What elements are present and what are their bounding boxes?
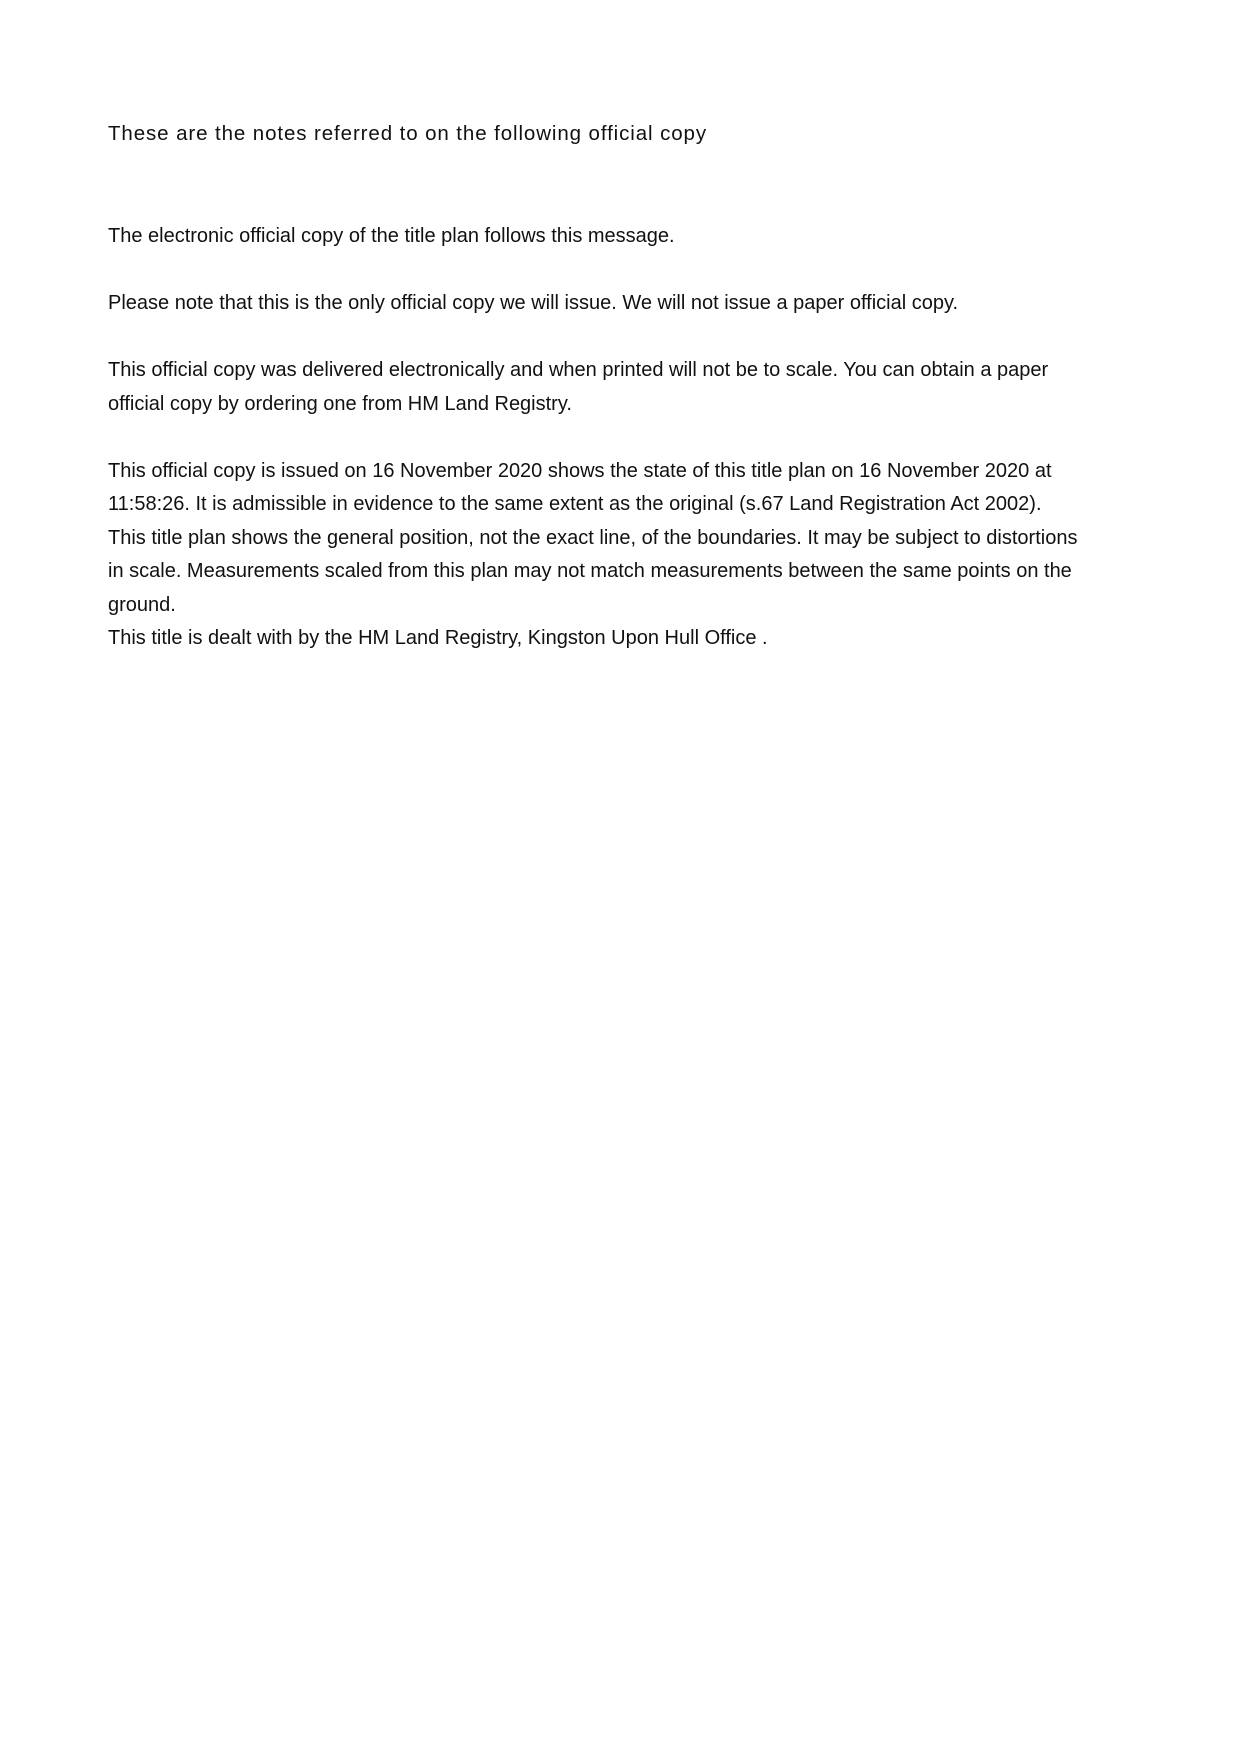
text-line: 11:58:26. It is admissible in evidence to the same extent as the original (s.67 Land Registration Act 2002). (108, 493, 1042, 515)
text-line: Please note that this is the only official copy we will issue. We will not issue a paper official copy. (108, 292, 959, 314)
text-line: This title plan shows the general position, not the exact line, of the boundaries. It may be subject to distortions (108, 526, 1078, 549)
notes-header: These are the notes referred to on the following official copy (108, 122, 707, 145)
paragraph-scale-notice (108, 354, 1128, 421)
text-line: This title is dealt with by the HM Land Registry, Kingston Upon Hull Office . (108, 627, 768, 649)
text-line: The electronic official copy of the title plan follows this message. (108, 225, 675, 247)
text-line: in scale. Measurements scaled from this plan may not match measurements between the same points on the (108, 560, 1072, 582)
text-line: official copy by ordering one from HM Land Registry. (108, 392, 572, 415)
text-line: This official copy was delivered electronically and when printed will not be to scale. You can obtain a paper (108, 359, 1049, 381)
paragraph-electronic-copy (108, 220, 1128, 254)
paragraph-only-copy (108, 287, 1128, 321)
document-body (108, 220, 1128, 689)
text-line: ground. (108, 593, 176, 616)
paragraph-issue-details (108, 455, 1128, 656)
text-line: This official copy is issued on 16 November 2020 shows the state of this title plan on 16 November 2020 at (108, 459, 1052, 482)
